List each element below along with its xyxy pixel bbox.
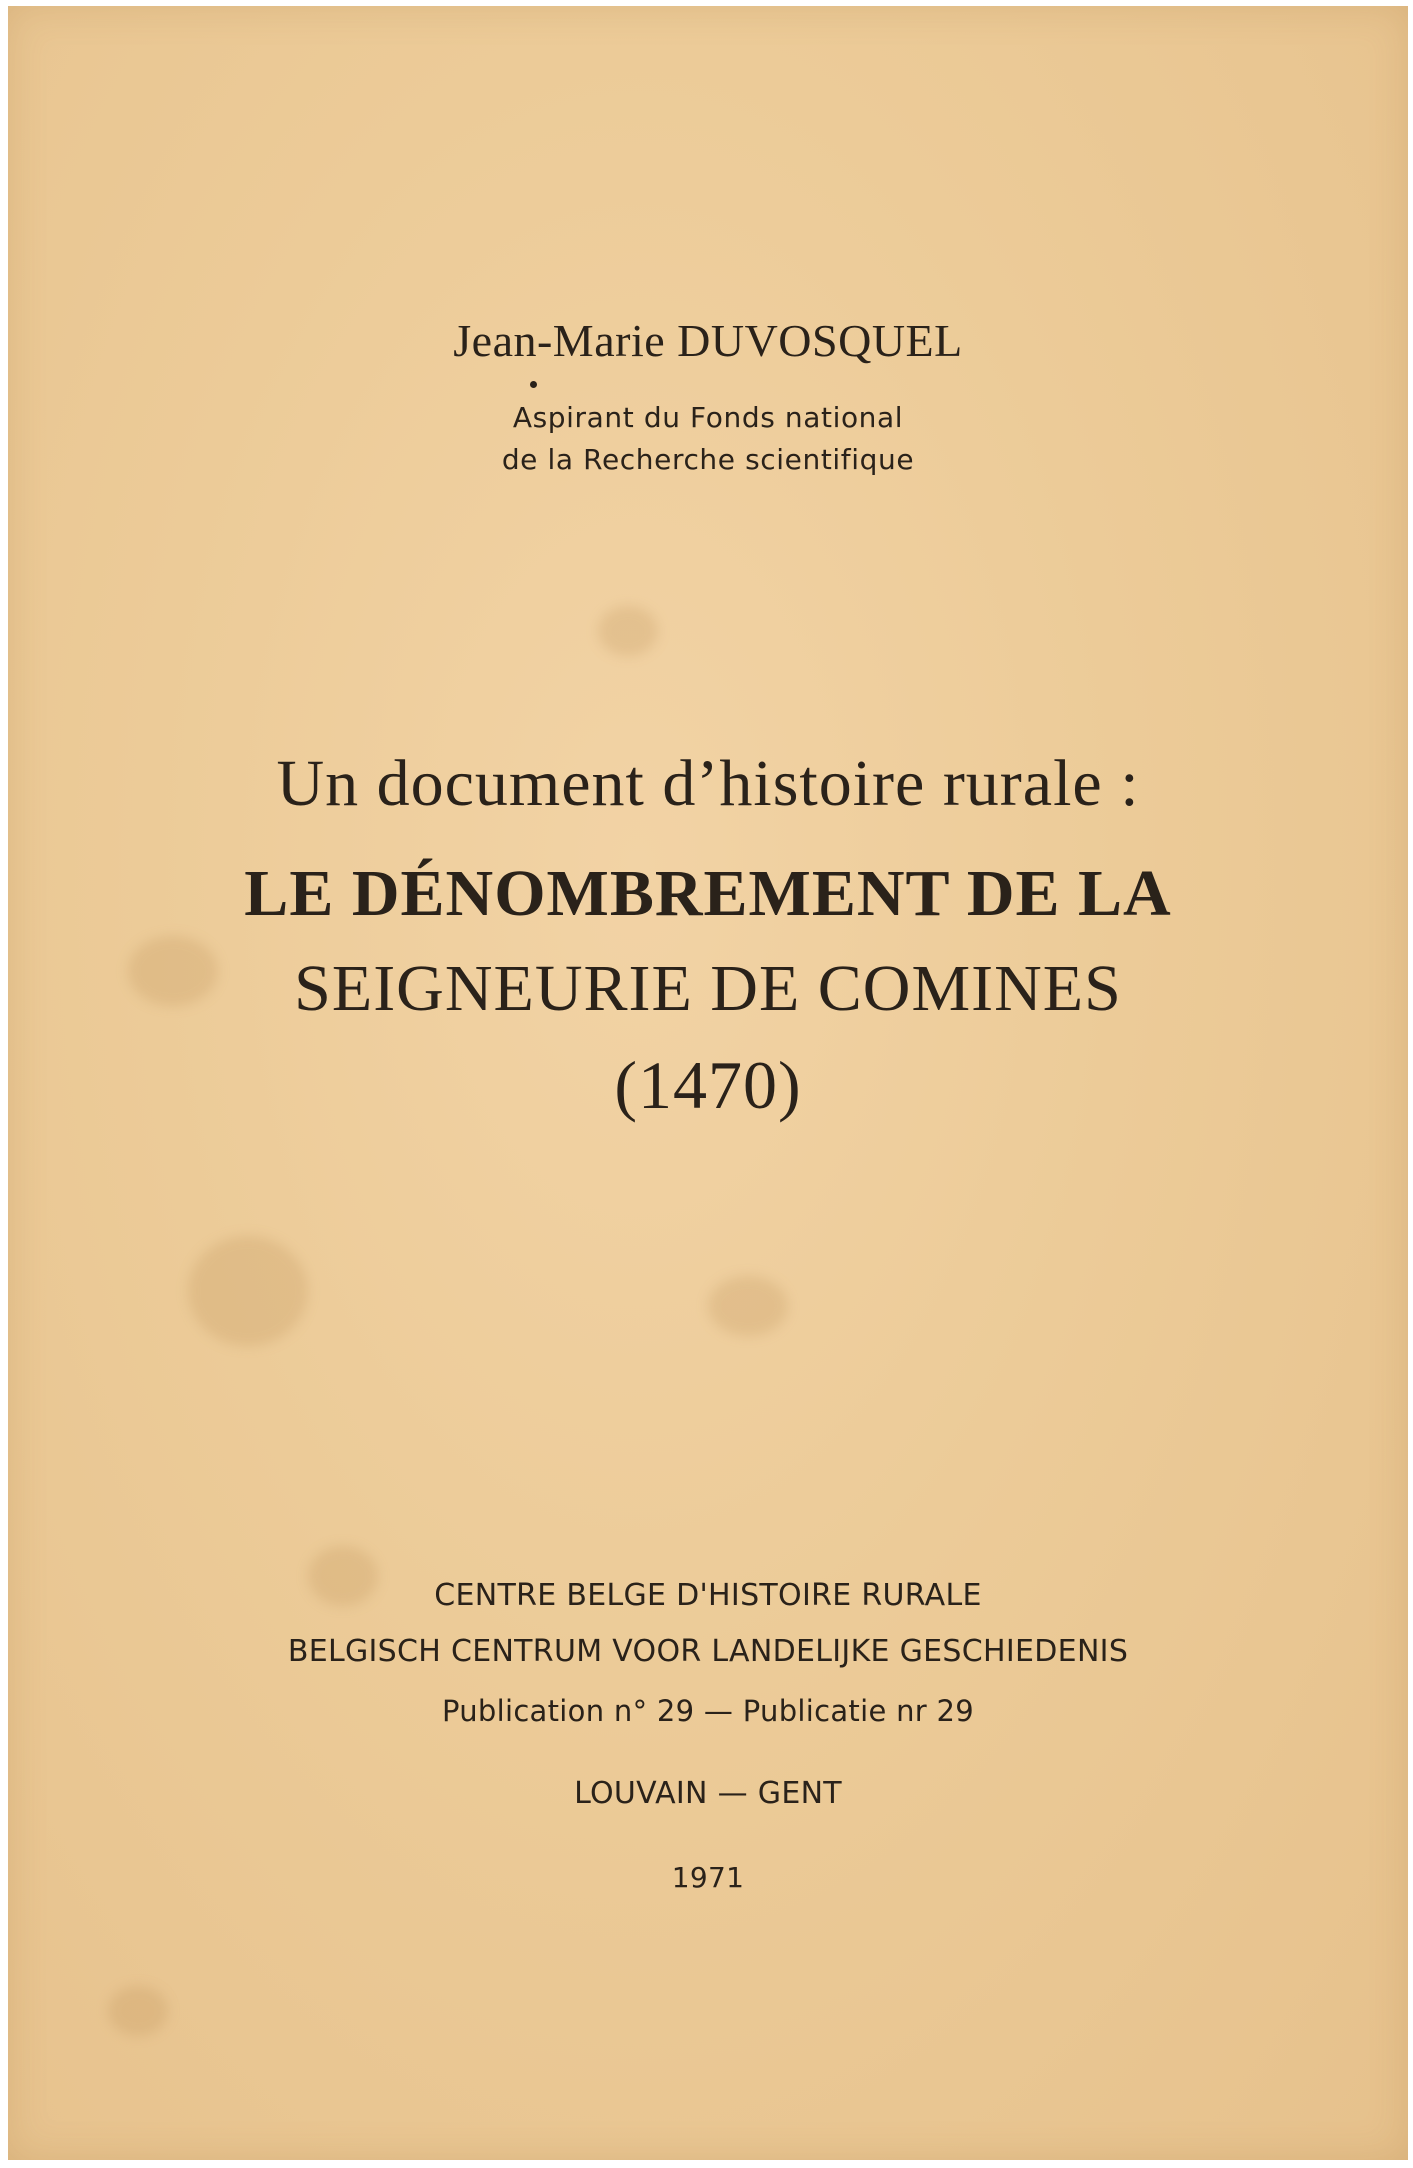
publication-series: Publication n° 29 — Publicatie nr 29: [441, 1694, 975, 1728]
bullet-ornament: [530, 381, 537, 388]
publication-year: 1971: [671, 1861, 745, 1894]
foxing-stain: [598, 606, 658, 656]
title-line2: LE DÉNOMBREMENT DE LA: [244, 857, 1172, 930]
foxing-stain: [708, 1276, 788, 1336]
book-cover: [8, 6, 1408, 2160]
title-line3: SEIGNEURIE DE COMINES: [294, 952, 1122, 1025]
publisher-line2: BELGISCH CENTRUM VOOR LANDELIJKE GESCHIEDENIS: [287, 1634, 1129, 1669]
author-name: Jean-Marie DUVOSQUEL: [453, 315, 963, 366]
title-year: (1470): [614, 1047, 802, 1123]
publication-places: LOUVAIN — GENT: [574, 1776, 842, 1811]
title-line1: Un document d’histoire rurale :: [276, 747, 1140, 820]
publisher-line1: CENTRE BELGE D'HISTOIRE RURALE: [434, 1578, 982, 1613]
author-affiliation-line2: de la Recherche scientifique: [501, 443, 915, 476]
author-affiliation-line1: Aspirant du Fonds national: [512, 401, 904, 434]
foxing-stain: [108, 1986, 168, 2036]
foxing-stain: [188, 1236, 308, 1346]
